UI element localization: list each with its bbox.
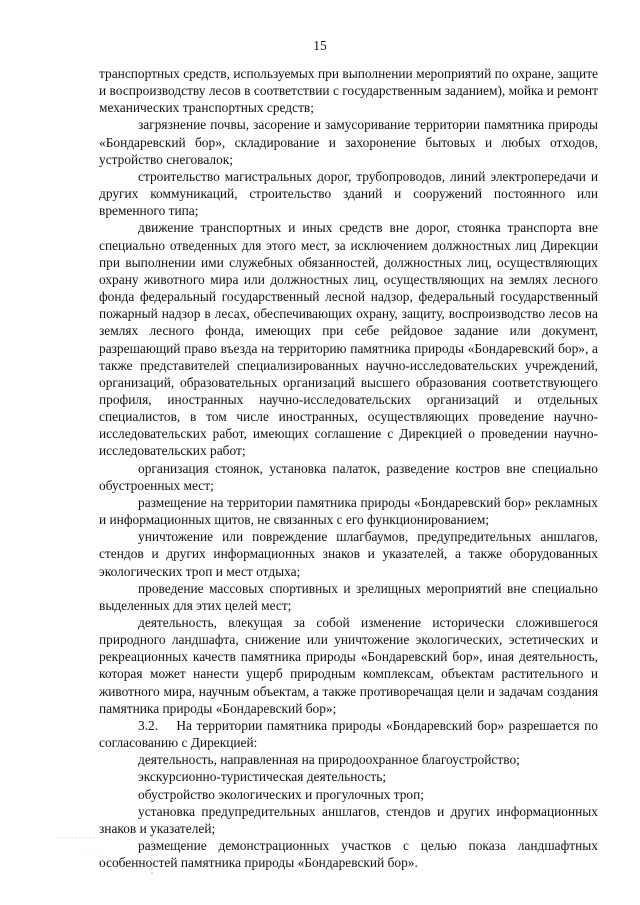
paragraph-vehicle-movement: движение транспортных и иных средств вне дорог, стоянка транспорта вне специально отведенных для этого мест, за исключением должностных лиц Дирекции при выполнении ими служебных обязанностей, должностных лиц, осуществляющих охрану животного мира или должностных лиц, осуществляющих на землях лесного фонда федеральный государственный лесной надзор, федеральный государственный пожарный надзор в лесах, обеспечивающих охрану, защиту, воспроизводство лесов на землях лесного фонда, имеющих при себе рейдовое задание или документ, разрешающий право въезда на территорию памятника природы «Бондаревский бор», а также представителей специализированных научно-исследовательских учреждений, организаций, образовательных организаций высшего образования соответствующего профиля, иностранных научно-исследовательских организаций и отдельных специалистов, в том числе иностранных, осуществляющих проведение научно-исследовательских работ, имеющих соглашение с Дирекцией о проведении научно-исследовательских работ;	[99, 220, 598, 459]
paragraph-construction: строительство магистральных дорог, трубопроводов, линий электропередачи и других коммуникаций, строительство зданий и сооружений постоянного или временного типа;	[99, 168, 598, 219]
paragraph-trails: обустройство экологических и прогулочных троп;	[138, 786, 425, 802]
document-body	[99, 65, 598, 871]
paragraph-signs: установка предупредительных аншлагов, стендов и других информационных знаков и указателей;	[99, 803, 598, 836]
paragraph-advertising: размещение на территории памятника природы «Бондаревский бор» рекламных и информационных щитов, не связанных с его функционированием;	[99, 494, 598, 528]
scan-artifact	[54, 836, 164, 880]
paragraph-mass-events: проведение массовых спортивных и зрелищных мероприятий вне специально выделенных для этих целей мест;	[99, 580, 598, 613]
paragraph-landscaping: деятельность, направленная на природоохранное благоустройство;	[138, 752, 520, 768]
paragraph-transport-washing: транспортных средств, используемых при выполнении мероприятий по охране, защите и воспроизводству лесов в соответствии с государственным заданием), мойка и ремонт механических транспортных средств;	[99, 66, 598, 116]
paragraph-demonstration-plots: размещение демонстрационных участков с целью показа ландшафтных особенностей памятника природы «Бондаревский бор».	[99, 838, 598, 871]
paragraph-destruction: уничтожение или повреждение шлагбаумов, предупредительных аншлагов, стендов и других информационных знаков и указателей, а также оборудованных экологических троп и мест отдыха;	[99, 529, 598, 579]
paragraph-tourism: экскурсионно-туристическая деятельность;	[138, 769, 387, 785]
paragraph-landscape-change: деятельность, влекущая за собой изменение исторически сложившегося природного ландшафта, снижение или уничтожение экологических, эстетических и рекреационных качеств памятника природы «Бондаревский бор», иная деятельность, которая может нанести ущерб природным комплексам, объектам растительного и животного мира, научным объектам, а также противоречащая цели и задачам создания памятника природы «Бондаревский бор»;	[99, 615, 598, 716]
section-3-2-heading: 3.2. На территории памятника природы «Бондаревский бор» разрешается по согласованию с Дирекцией:	[99, 717, 598, 751]
paragraph-soil-pollution: загрязнение почвы, засорение и замусоривание территории памятника природы «Бондаревский бор», складирование и захоронение бытовых и любых отходов, устройство снеговалок;	[99, 117, 598, 167]
page-number: 15	[313, 38, 327, 53]
paragraph-camping: организация стоянок, установка палаток, разведение костров вне специально обустроенных мест;	[99, 460, 598, 493]
